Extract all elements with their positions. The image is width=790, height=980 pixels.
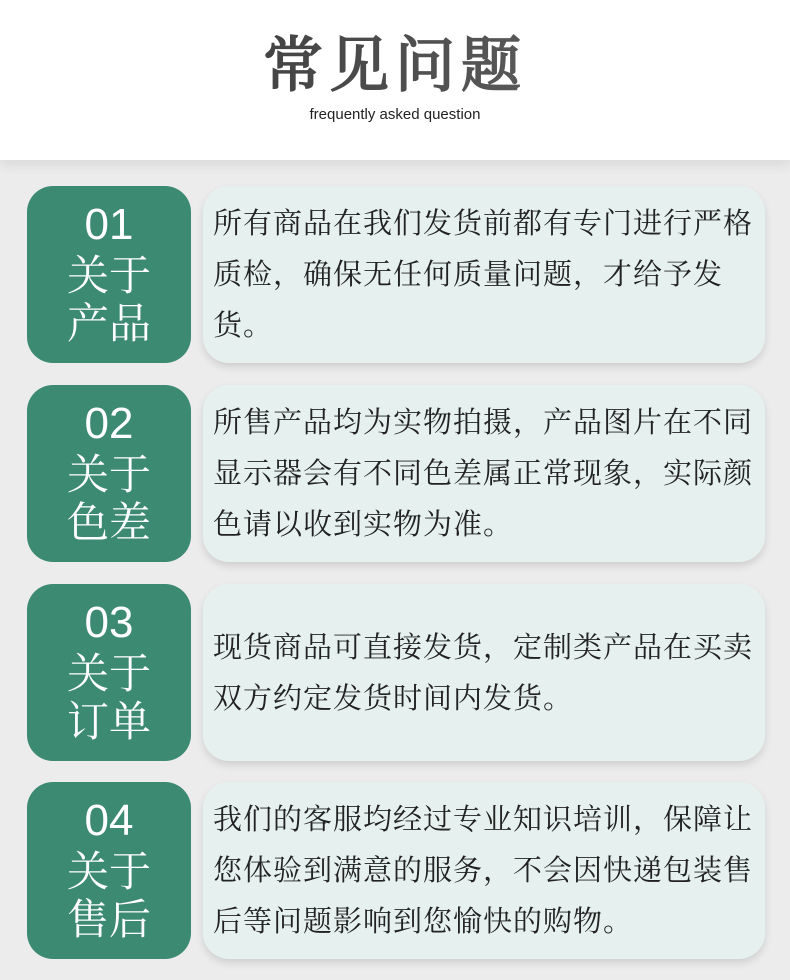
faq-answer-card: [203, 782, 765, 959]
faq-answer-text: 我们的客服均经过专业知识培训，保障让您体验到满意的服务，不会因快递包装售后等问题影响到您愉快的购物。: [213, 802, 754, 938]
faq-answer-text: 现货商品可直接发货，定制类产品在买卖双方约定发货时间内发货。: [213, 629, 754, 715]
faq-number: 02: [84, 399, 134, 448]
faq-badge: [27, 584, 191, 761]
faq-number: 03: [84, 598, 134, 647]
faq-item-after-sales: [27, 782, 765, 959]
faq-list: [0, 160, 790, 980]
faq-answer-text: 所售产品均为实物拍摄，产品图片在不同显示器会有不同色差属正常现象，实际颜色请以收到实物为准。: [213, 405, 754, 541]
faq-item-order: [27, 584, 765, 761]
faq-item-product: [27, 186, 765, 363]
faq-badge: [27, 385, 191, 562]
faq-number: 01: [84, 200, 134, 249]
faq-badge: [27, 782, 191, 959]
faq-badge: [27, 186, 191, 363]
faq-topic: 关于售后: [66, 847, 151, 944]
faq-answer-text: 所有商品在我们发货前都有专门进行严格质检，确保无任何质量问题，才给予发货。: [213, 206, 754, 342]
faq-topic: 关于订单: [66, 649, 151, 746]
page-subtitle: frequently asked question: [309, 106, 481, 123]
faq-answer-card: [203, 584, 765, 761]
faq-number: 04: [84, 796, 134, 845]
faq-answer-card: [203, 186, 765, 363]
page-title: 常见问题: [0, 30, 790, 102]
faq-answer-card: [203, 385, 765, 562]
faq-topic: 关于产品: [66, 251, 151, 348]
faq-topic: 关于色差: [66, 450, 151, 547]
page-header: [0, 0, 790, 160]
faq-item-color: [27, 385, 765, 562]
